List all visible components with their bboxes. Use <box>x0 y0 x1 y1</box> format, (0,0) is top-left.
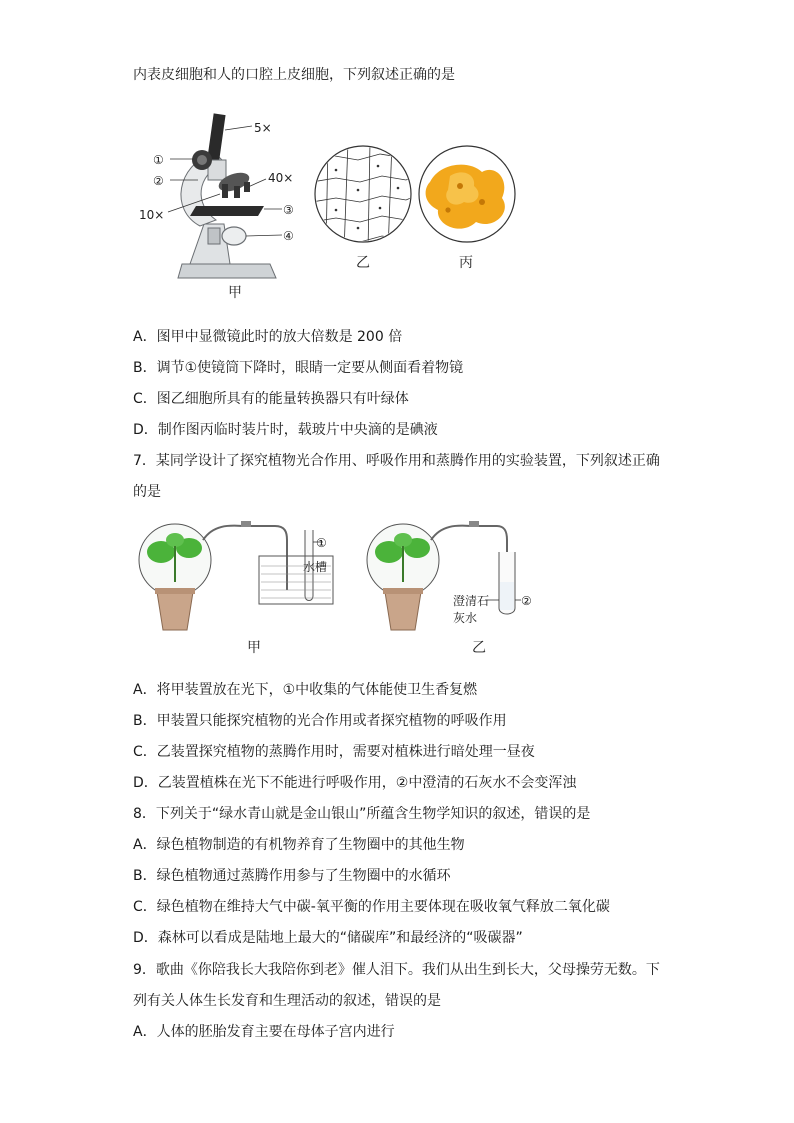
q8-option-d: D．森林可以看成是陆地上最大的“储碳库”和最经济的“吸碳器” <box>133 930 523 946</box>
q9-option-a: A．人体的胚胎发育主要在母体子宫内进行 <box>133 1024 395 1040</box>
figure-plant-apparatus <box>135 512 555 660</box>
figure-microscope-cells <box>130 102 530 302</box>
q7-option-d: D．乙装置植株在光下不能进行呼吸作用，②中澄清的石灰水不会变浑浊 <box>133 775 577 791</box>
q8-option-a: A．绿色植物制造的有机物养育了生物圈中的其他生物 <box>133 837 465 853</box>
caption-jia: 甲 <box>228 285 242 301</box>
q6-option-a: A．图甲中显微镜此时的放大倍数是 200 倍 <box>133 329 403 345</box>
water-tank-label: 水槽 <box>303 560 328 574</box>
q9-stem-line1: 9．歌曲《你陪我长大我陪你到老》催人泪下。我们从出生到长大，父母操劳无数。下 <box>133 962 660 978</box>
q6-option-d: D．制作图丙临时装片时，载玻片中央滴的是碘液 <box>133 422 438 438</box>
marker-3: ③ <box>283 203 294 217</box>
marker-2: ② <box>153 174 164 188</box>
q7-option-a: A．将甲装置放在光下，①中收集的气体能使卫生香复燃 <box>133 682 478 698</box>
caption-yi-2: 乙 <box>472 640 486 656</box>
q6-option-b: B．调节①使镜筒下降时，眼睛一定要从侧面看着物镜 <box>133 360 464 376</box>
objective-low-label: 10× <box>139 208 165 222</box>
q7-stem-line2: 的是 <box>133 484 161 500</box>
q8-option-c: C．绿色植物在维持大气中碳-氧平衡的作用主要体现在吸收氧气释放二氧化碳 <box>133 899 610 915</box>
marker-1: ① <box>153 153 164 167</box>
limewater-label-line1: 澄清石 <box>453 594 490 608</box>
marker-4: ④ <box>283 229 294 243</box>
onion-cells-view <box>312 142 420 252</box>
q9-stem-line2: 列有关人体生长发育和生理活动的叙述，错误的是 <box>133 993 441 1009</box>
q6-option-c: C．图乙细胞所具有的能量转换器只有叶绿体 <box>133 391 409 407</box>
limewater-label-line2: 灰水 <box>453 611 478 625</box>
eyepiece-label: 5× <box>254 121 272 135</box>
apparatus-yi <box>367 521 521 630</box>
q7-option-c: C．乙装置探究植物的蒸腾作用时，需要对植株进行暗处理一昼夜 <box>133 744 535 760</box>
apparatus-jia <box>139 521 333 630</box>
intro-line: 内表皮细胞和人的口腔上皮细胞，下列叙述正确的是 <box>133 67 455 83</box>
figure2-marker-2: ② <box>521 594 532 608</box>
caption-jia-2: 甲 <box>247 640 261 656</box>
q7-option-b: B．甲装置只能探究植物的光合作用或者探究植物的呼吸作用 <box>133 713 507 729</box>
q7-stem-line1: 7．某同学设计了探究植物光合作用、呼吸作用和蒸腾作用的实验装置，下列叙述正确 <box>133 453 660 469</box>
figure2-marker-1: ① <box>316 536 327 550</box>
q8-stem: 8．下列关于“绿水青山就是金山银山”所蕴含生物学知识的叙述，错误的是 <box>133 806 591 822</box>
cheek-cells-view <box>419 146 515 242</box>
caption-bing: 丙 <box>459 255 473 271</box>
objective-high-label: 40× <box>268 171 294 185</box>
microscope-illustration <box>178 113 276 278</box>
caption-yi: 乙 <box>356 255 370 271</box>
q8-option-b: B．绿色植物通过蒸腾作用参与了生物圈中的水循环 <box>133 868 451 884</box>
